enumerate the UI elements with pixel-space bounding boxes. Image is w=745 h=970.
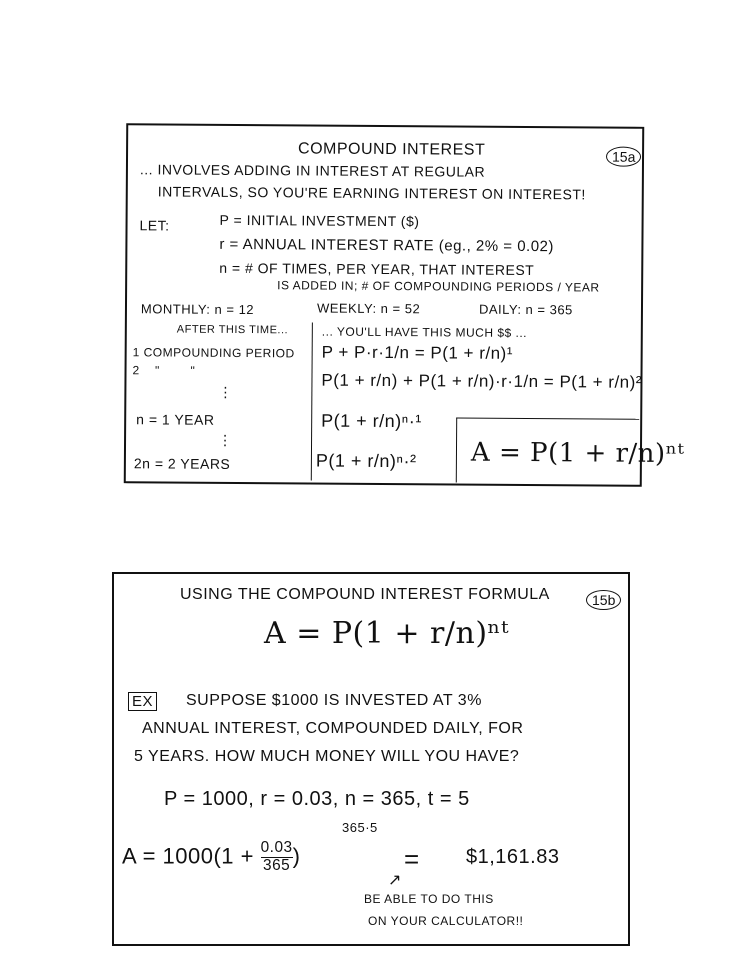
problem-text: SUPPOSE $1000 IS INVESTED AT 3% <box>186 692 482 709</box>
card-title: COMPOUND INTEREST <box>298 140 486 159</box>
definition-r: r = ANNUAL INTEREST RATE (eg., 2% = 0.02) <box>219 235 554 256</box>
equation: P(1 + r/n) + P(1 + r/n)·r·1/n = P(1 + r/n)² <box>321 370 643 392</box>
fraction <box>261 840 293 875</box>
time-row: n = 1 YEAR <box>136 411 215 428</box>
example-label: EX <box>128 692 157 711</box>
problem-text: 5 YEARS. HOW MUCH MONEY WILL YOU HAVE? <box>134 748 520 765</box>
let-label: LET: <box>139 217 170 234</box>
equation: P + P·r·1/n = P(1 + r/n)¹ <box>321 342 513 363</box>
equation: P(1 + r/n)ⁿ·¹ <box>321 410 422 432</box>
arrow-icon: ↗ <box>388 872 402 889</box>
weekly: WEEKLY: n = 52 <box>316 300 421 317</box>
given-values: P = 1000, r = 0.03, n = 365, t = 5 <box>164 788 470 810</box>
note: BE ABLE TO DO THIS <box>364 892 494 906</box>
card-using-formula <box>112 572 630 946</box>
calc-prefix: A = 1000(1 + <box>122 843 254 869</box>
left-header: AFTER THIS TIME... <box>176 323 289 337</box>
monthly: MONTHLY: n = 12 <box>140 301 255 318</box>
note: ON YOUR CALCULATOR!! <box>368 914 524 928</box>
numerator: 0.03 <box>260 839 293 856</box>
time-row: 1 COMPOUNDING PERIOD <box>132 345 295 361</box>
result: $1,161.83 <box>466 846 560 868</box>
card-label: 15a <box>606 147 641 167</box>
definition-n: n = # OF TIMES, PER YEAR, THAT INTEREST <box>219 259 535 279</box>
card-compound-interest <box>124 123 685 487</box>
intro-line: INTERVALS, SO YOU'RE EARNING INTEREST ON INTEREST! <box>157 183 586 203</box>
time-row: 2n = 2 YEARS <box>133 455 231 472</box>
definition-p: P = INITIAL INVESTMENT ($) <box>219 211 420 230</box>
daily: DAILY: n = 365 <box>478 301 573 318</box>
card-title: USING THE COMPOUND INTEREST FORMULA <box>180 586 550 603</box>
column-divider <box>311 322 313 480</box>
equation: P(1 + r/n)ⁿ·² <box>315 450 417 472</box>
equals-sign: = <box>404 844 420 874</box>
time-row: 2 " " <box>132 363 196 378</box>
definition-n-cont: IS ADDED IN; # OF COMPOUNDING PERIODS / YEAR <box>277 278 600 295</box>
right-header: ... YOU'LL HAVE THIS MUCH $$ ... <box>321 324 528 340</box>
problem-text: ANNUAL INTEREST, COMPOUNDED DAILY, FOR <box>142 720 524 737</box>
ellipsis: ⋮ <box>218 383 233 400</box>
ellipsis: ⋮ <box>217 431 233 448</box>
formula: A = P(1 + r/n)ⁿᵗ <box>264 616 509 651</box>
denominator: 365 <box>263 856 291 874</box>
calculation: A = 1000(1 + $\frac{0.03}{365}$ ) <box>122 839 301 874</box>
formula: A = P(1 + r/n)ⁿᵗ <box>470 437 685 470</box>
card-label: 15b <box>586 590 621 610</box>
intro-line: ... INVOLVES ADDING IN INTEREST AT REGULAR <box>139 161 486 180</box>
exponent: 365·5 <box>342 820 378 835</box>
